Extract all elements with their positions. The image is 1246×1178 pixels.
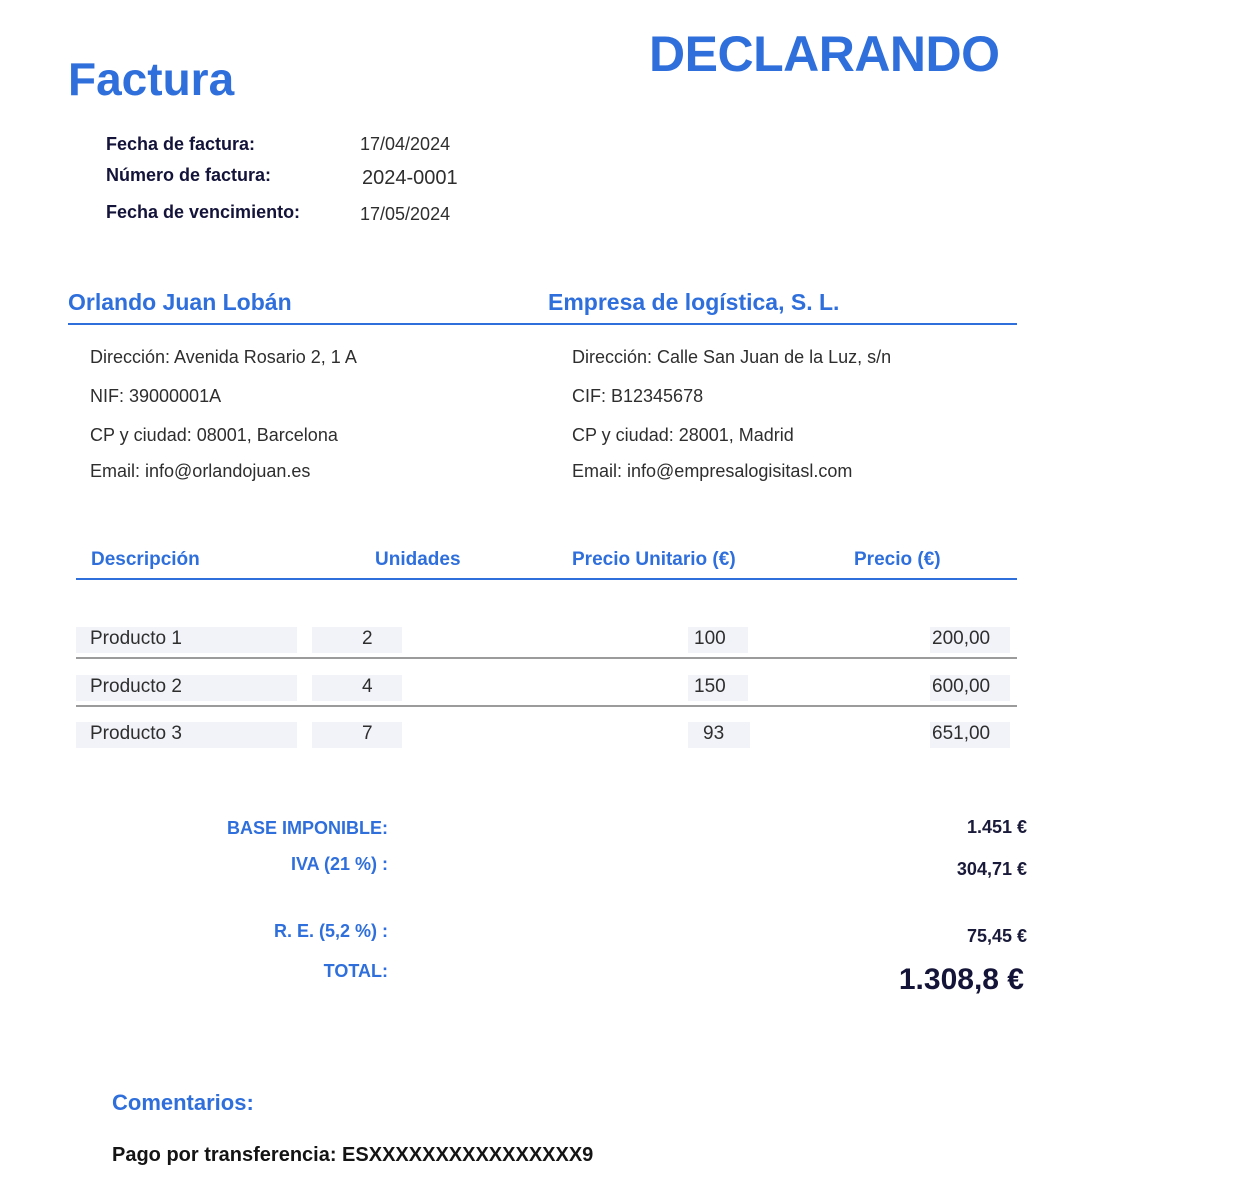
invoice-date-label: Fecha de factura: (106, 134, 256, 154)
due-date-label: Fecha de vencimiento: (106, 202, 301, 222)
client-cif: CIF: B12345678 (572, 386, 704, 406)
row-unit-price: 93 (703, 723, 725, 744)
re-value: 75,45 € (966, 926, 1027, 946)
due-date-value: 17/05/2024 (360, 204, 451, 224)
total-label: TOTAL: (323, 961, 388, 981)
client-email: Email: info@empresalogisitasl.com (572, 461, 853, 481)
header-price: Precio (€) (854, 549, 941, 570)
issuer-email: Email: info@orlandojuan.es (90, 461, 311, 481)
row-units: 7 (362, 723, 373, 744)
row-unit-price: 150 (694, 676, 726, 697)
row-units: 4 (362, 676, 373, 697)
invoice-number-value: 2024-0001 (362, 167, 458, 189)
page-title: Factura (68, 53, 235, 105)
table-header-rule (76, 578, 1017, 580)
header-unit-price: Precio Unitario (€) (572, 549, 736, 570)
base-value: 1.451 € (966, 817, 1027, 837)
row-price: 600,00 (932, 676, 991, 697)
row-units: 2 (362, 628, 373, 649)
client-name: Empresa de logística, S. L. (548, 289, 840, 315)
issuer-address: Dirección: Avenida Rosario 2, 1 A (90, 347, 357, 367)
issuer-nif: NIF: 39000001A (90, 386, 222, 406)
issuer-city: CP y ciudad: 08001, Barcelona (90, 425, 338, 445)
comments-label: Comentarios: (112, 1090, 254, 1115)
re-label: R. E. (5,2 %) : (273, 921, 388, 941)
invoice-date-value: 17/04/2024 (360, 134, 451, 154)
parties-divider (68, 323, 1017, 325)
row-description: Producto 1 (90, 628, 182, 649)
iva-label: IVA (21 %) : (290, 854, 388, 874)
row-divider (76, 705, 1017, 707)
row-price: 651,00 (932, 723, 991, 744)
row-unit-price: 100 (694, 628, 726, 649)
client-city: CP y ciudad: 28001, Madrid (572, 425, 794, 445)
row-price: 200,00 (932, 628, 991, 649)
header-description: Descripción (91, 549, 200, 570)
iva-value: 304,71 € (956, 859, 1027, 879)
client-address: Dirección: Calle San Juan de la Luz, s/n (572, 347, 892, 367)
row-divider (76, 657, 1017, 659)
header-units: Unidades (375, 549, 461, 570)
row-description: Producto 2 (90, 676, 182, 697)
base-label: BASE IMPONIBLE: (226, 818, 388, 838)
total-value: 1.308,8 € (898, 963, 1024, 996)
brand-logo: DECLARANDO (649, 26, 1000, 82)
row-description: Producto 3 (90, 723, 182, 744)
comments-text: Pago por transferencia: ESXXXXXXXXXXXXXXXX9 (112, 1144, 594, 1166)
invoice-number-label: Número de factura: (106, 165, 272, 185)
issuer-name: Orlando Juan Lobán (68, 289, 292, 315)
